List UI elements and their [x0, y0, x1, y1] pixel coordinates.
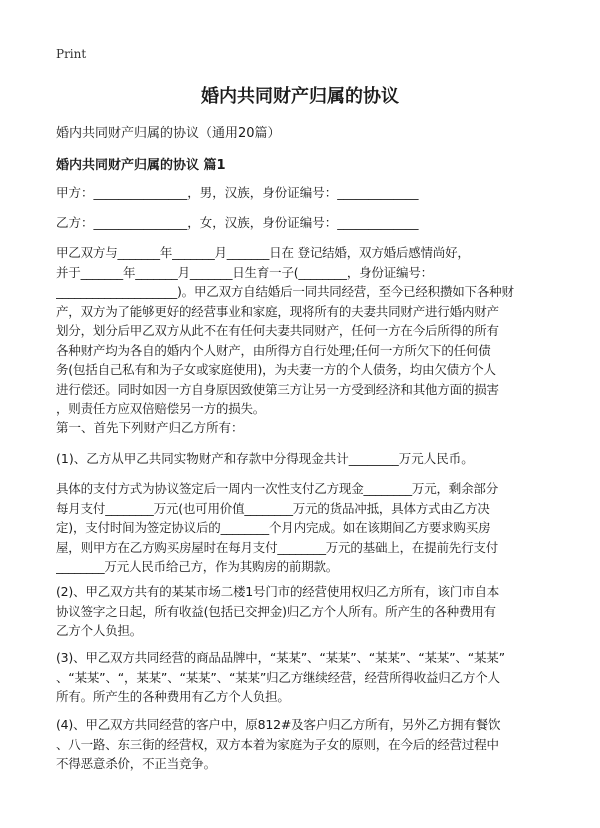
party-b-line: 乙方：_______________，女，汉族，身份证编号：_____________	[56, 215, 419, 230]
party-a-line: 甲方：_______________，男，汉族，身份证编号：_____________	[56, 185, 419, 200]
paragraph-line: (2)、甲乙双方共有的某某市场二楼1号门市的经营使用权归乙方所有，该门市自本	[56, 584, 500, 599]
paragraph-line: 具体的支付方式为协议签定后一周内一次性支付乙方现金________万元，剩余部分	[56, 481, 499, 496]
document-title: 婚内共同财产归属的协议	[201, 86, 399, 107]
paragraph-payment	[56, 479, 556, 577]
paragraph-line: 乙方个人负担。	[56, 623, 143, 638]
paragraph-line: 、八一路、东三街的经营权，双方本着为家庭为子女的原则，在今后的经营过程中	[56, 736, 499, 752]
paragraph-line: 所有。所产生的各种费用有乙方个人负担。	[56, 689, 290, 704]
paragraph-line: (3)、甲乙双方共同经营的商品品牌中，“某某”、“某某”、“某某”、“某某”、“某某”	[56, 650, 505, 665]
paragraph-line: 产，双方为了能够更好的经营事业和家庭，现将所有的夫妻共同财产进行婚内财产	[56, 303, 499, 319]
paragraph-line: 并于_______年_______月_______日生育一子(________，身份证编号：	[56, 264, 433, 280]
paragraph-line: 协议签字之日起，所有收益(包括已交押金)归乙方个人所有。所产生的各种费用有	[56, 603, 496, 619]
item-2	[56, 582, 556, 641]
paragraph-line: (4)、甲乙双方共同经营的客户中，原812#及客户归乙方所有，另外乙方拥有餐饮	[56, 717, 501, 732]
section-title: 婚内共同财产归属的协议 篇1	[56, 158, 226, 173]
first-clause-heading: 第一、首先下列财产归乙方所有：	[56, 420, 244, 435]
paragraph-line: ，则责任方应双倍赔偿另一方的损失。	[56, 401, 266, 416]
item-4	[56, 715, 556, 774]
paragraph-line: 各种财产均为各自的婚内个人财产，由所得方自行处理;任何一方所欠下的任何债	[56, 342, 491, 358]
paragraph-line: 划分，划分后甲乙双方从此不在有任何夫妻共同财产，任何一方在今后所得的所有	[56, 323, 499, 338]
paragraph-line: 定)，支付时间为签定协议后的________个月内完成。如在该期间乙方要求购买房	[56, 520, 491, 535]
paragraph-line: ________万元人民币给己方，作为其购房的前期款。	[56, 559, 339, 574]
paragraph-marriage	[56, 243, 556, 419]
print-link[interactable]: Print	[56, 47, 87, 61]
paragraph-line: 不得恶意杀价，不正当竞争。	[56, 756, 216, 771]
paragraph-line: 甲乙双方与_______年_______月_______日在 登记结婚，双方婚后感情尚好，	[56, 245, 470, 260]
document-subtitle: 婚内共同财产归属的协议（通用20篇）	[56, 126, 281, 141]
paragraph-line: ____________________)。甲乙双方自结婚后一同共同经营，至今已经积攒如下各种财	[56, 284, 514, 299]
paragraph-line: 每月支付________万元(也可用价值________万元的货品冲抵，具体方式由乙方决	[56, 500, 490, 516]
paragraph-line: 、“某某”、“，某某”、“某某”、“某某”归乙方继续经营，经营所得收益归乙方个人	[56, 669, 500, 685]
item-3	[56, 648, 556, 707]
item-1: (1)、乙方从甲乙共同实物财产和存款中分得现金共计________万元人民币。	[56, 451, 474, 466]
paragraph-line: 务(包括自己私有和为子女或家庭使用)，为夫妻一方的个人债务，均由欠债方个人	[56, 362, 496, 377]
paragraph-line: 进行偿还。同时如因一方自身原因致使第三方让另一方受到经济和其他方面的损害	[56, 381, 499, 397]
paragraph-line: 屋，则甲方在乙方购买房屋时在每月支付________万元的基础上，在提前先行支付	[56, 539, 499, 555]
